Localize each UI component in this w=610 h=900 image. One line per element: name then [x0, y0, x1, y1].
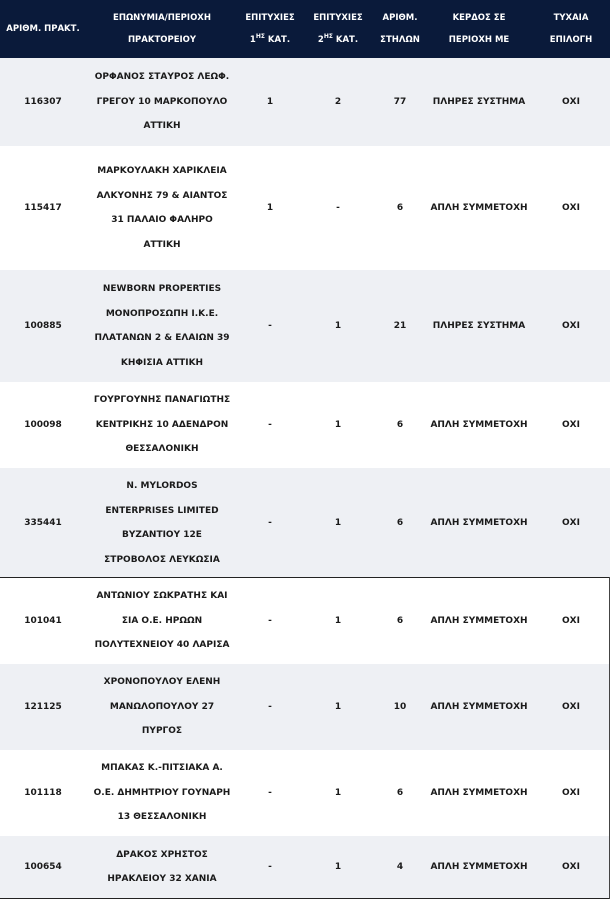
columns-count-cell: 6 [396, 203, 404, 213]
second-category-cell: 1 [334, 788, 342, 798]
random-pick-cell: ΟΧΙ [562, 862, 580, 872]
header-random-pick-line1: ΤΥΧΑΙΑ [553, 13, 589, 23]
agency-name-cell: ΓΟΥΡΓΟΥΝΗΣ ΠΑΝΑΓΙΩΤΗΣ ΚΕΝΤΡΙΚΗΣ 10 ΑΔΕΝΔΡΟΝ ΘΕΣΣΑΛΟΝΙΚΗ [93, 395, 231, 455]
first-category-cell: - [268, 702, 272, 712]
header-agency-name [86, 0, 238, 58]
agency-number-cell: 116307 [24, 97, 62, 107]
row-separator [0, 898, 610, 899]
header-second-sup: ΗΣ [323, 33, 333, 41]
profit-type-cell: ΑΠΛΗ ΣΥΜΜΕΤΟΧΗ [430, 702, 528, 712]
profit-type-cell: ΑΠΛΗ ΣΥΜΜΕΤΟΧΗ [430, 518, 528, 528]
profit-type-cell: ΑΠΛΗ ΣΥΜΜΕΤΟΧΗ [430, 862, 528, 872]
second-category-cell: - [336, 203, 340, 213]
first-category-cell: 1 [266, 203, 274, 213]
header-first-sup: ΗΣ [255, 33, 265, 41]
table-header [0, 0, 610, 58]
columns-count-cell: 6 [396, 420, 404, 430]
agency-number-cell: 121125 [24, 702, 62, 712]
header-profit-line1: ΚΕΡΔΟΣ ΣΕ [452, 13, 506, 23]
second-category-cell: 1 [334, 862, 342, 872]
table-row [0, 578, 610, 664]
header-second-category [302, 0, 374, 58]
columns-count-cell: 77 [393, 97, 407, 107]
columns-count-cell: 21 [393, 321, 407, 331]
header-second-rest: ΚΑΤ. [332, 35, 359, 45]
second-category-cell: 2 [334, 97, 342, 107]
profit-type-cell: ΑΠΛΗ ΣΥΜΜΕΤΟΧΗ [430, 616, 528, 626]
header-agency-name-line2: ΠΡΑΚΤΟΡΕΙΟΥ [127, 35, 197, 45]
agency-number-cell: 101118 [24, 788, 62, 798]
columns-count-cell: 6 [396, 518, 404, 528]
profit-type-cell: ΑΠΛΗ ΣΥΜΜΕΤΟΧΗ [430, 203, 528, 213]
agency-number-cell: 101041 [24, 616, 62, 626]
header-agency-number [0, 0, 86, 58]
table-row [0, 750, 610, 836]
header-columns-line1: ΑΡΙΘΜ. [382, 13, 418, 23]
header-random-pick [532, 0, 610, 58]
random-pick-cell: ΟΧΙ [562, 518, 580, 528]
profit-type-cell: ΠΛΗΡΕΣ ΣΥΣΤΗΜΑ [432, 97, 526, 107]
first-category-cell: - [268, 788, 272, 798]
table-row [0, 836, 610, 898]
first-category-cell: - [268, 321, 272, 331]
columns-count-cell: 6 [396, 616, 404, 626]
header-second-category-line1: ΕΠΙΤΥΧΙΕΣ [313, 13, 363, 23]
second-category-cell: 1 [334, 702, 342, 712]
first-category-cell: 1 [266, 97, 274, 107]
agency-number-cell: 115417 [24, 203, 62, 213]
header-agency-number-label: ΑΡΙΘΜ. ΠΡΑΚΤ. [6, 24, 80, 34]
columns-count-cell: 4 [396, 862, 404, 872]
header-profit-line2: ΠΕΡΙΟΧΗ ΜΕ [448, 35, 510, 45]
header-first-category-line2 [250, 29, 290, 51]
agency-name-cell: NEWBORN PROPERTIES ΜΟΝΟΠΡΟΣΩΠΗ Ι.Κ.Ε. ΠΛΑΤΑΝΩΝ 2 & ΕΛΑΙΩΝ 39 ΚΗΦΙΣΙΑ ΑΤΤΙΚΗ [94, 284, 230, 368]
header-first-num: 1 [249, 35, 256, 45]
random-pick-cell: ΟΧΙ [562, 788, 580, 798]
agency-name-cell: ΧΡΟΝΟΠΟΥΛΟΥ ΕΛΕΝΗ ΜΑΝΩΛΟΠΟΥΛΟΥ 27 ΠΥΡΓΟΣ [103, 677, 221, 737]
profit-type-cell: ΑΠΛΗ ΣΥΜΜΕΤΟΧΗ [430, 788, 528, 798]
columns-count-cell: 10 [393, 702, 407, 712]
second-category-cell: 1 [334, 321, 342, 331]
first-category-cell: - [268, 420, 272, 430]
agency-name-cell: ΜΑΡΚΟΥΛΑΚΗ ΧΑΡΙΚΛΕΙΑ ΑΛΚΥΟΝΗΣ 79 & ΑΙΑΝΤΟΣ 31 ΠΑΛΑΙΟ ΦΑΛΗΡΟ ΑΤΤΙΚΗ [96, 166, 228, 250]
header-profit [426, 0, 532, 58]
agency-name-cell: ΟΡΦΑΝΟΣ ΣΤΑΥΡΟΣ ΛΕΩΦ. ΓΡΕΓΟΥ 10 ΜΑΡΚΟΠΟΥΛΟ ΑΤΤΙΚΗ [94, 72, 230, 132]
random-pick-cell: ΟΧΙ [562, 702, 580, 712]
header-columns-line2: ΣΤΗΛΩΝ [380, 35, 420, 45]
table-row [0, 270, 610, 382]
header-first-category-line1: ΕΠΙΤΥΧΙΕΣ [245, 13, 295, 23]
random-pick-cell: ΟΧΙ [562, 420, 580, 430]
table-row [0, 468, 610, 578]
header-columns [374, 0, 426, 58]
agency-number-cell: 335441 [24, 518, 62, 528]
table-row [0, 58, 610, 146]
profit-type-cell: ΠΛΗΡΕΣ ΣΥΣΤΗΜΑ [432, 321, 526, 331]
agency-number-cell: 100654 [24, 862, 62, 872]
first-category-cell: - [268, 518, 272, 528]
first-category-cell: - [268, 616, 272, 626]
agency-number-cell: 100885 [24, 321, 62, 331]
profit-type-cell: ΑΠΛΗ ΣΥΜΜΕΤΟΧΗ [430, 420, 528, 430]
row-separator [0, 577, 610, 578]
agency-name-cell: ΑΝΤΩΝΙΟΥ ΣΩΚΡΑΤΗΣ ΚΑΙ ΣΙΑ Ο.Ε. ΗΡΩΩΝ ΠΟΛΥΤΕΧΝΕΙΟΥ 40 ΛΑΡΙΣΑ [94, 591, 230, 651]
table-row [0, 146, 610, 270]
header-first-category [238, 0, 302, 58]
random-pick-cell: ΟΧΙ [562, 616, 580, 626]
header-first-rest: ΚΑΤ. [264, 35, 291, 45]
agency-number-cell: 100098 [24, 420, 62, 430]
header-random-pick-line2: ΕΠΙΛΟΓΗ [549, 35, 593, 45]
header-second-category-line2 [318, 29, 358, 51]
first-category-cell: - [268, 862, 272, 872]
header-agency-name-line1: ΕΠΩΝΥΜΙΑ/ΠΕΡΙΟΧΗ [113, 13, 211, 23]
second-category-cell: 1 [334, 420, 342, 430]
header-second-num: 2 [317, 35, 324, 45]
agency-name-cell: N. MYLORDOS ENTERPRISES LIMITED ΒΥΖΑΝΤΙΟΥ 12Ε ΣΤΡΟΒΟΛΟΣ ΛΕΥΚΩΣΙΑ [104, 481, 220, 565]
columns-count-cell: 6 [396, 788, 404, 798]
second-category-cell: 1 [334, 518, 342, 528]
agency-name-cell: ΔΡΑΚΟΣ ΧΡΗΣΤΟΣ ΗΡΑΚΛΕΙΟΥ 32 ΧΑΝΙΑ [107, 849, 217, 884]
random-pick-cell: ΟΧΙ [562, 321, 580, 331]
agency-name-cell: ΜΠΑΚΑΣ Κ.-ΠΙΤΣΙΑΚΑ Α. Ο.Ε. ΔΗΜΗΤΡΙΟΥ ΓΟΥΝΑΡΗ 13 ΘΕΣΣΑΛΟΝΙΚΗ [93, 763, 231, 823]
random-pick-cell: ΟΧΙ [562, 97, 580, 107]
table-row [0, 382, 610, 468]
random-pick-cell: ΟΧΙ [562, 203, 580, 213]
second-category-cell: 1 [334, 616, 342, 626]
table-row [0, 664, 610, 750]
